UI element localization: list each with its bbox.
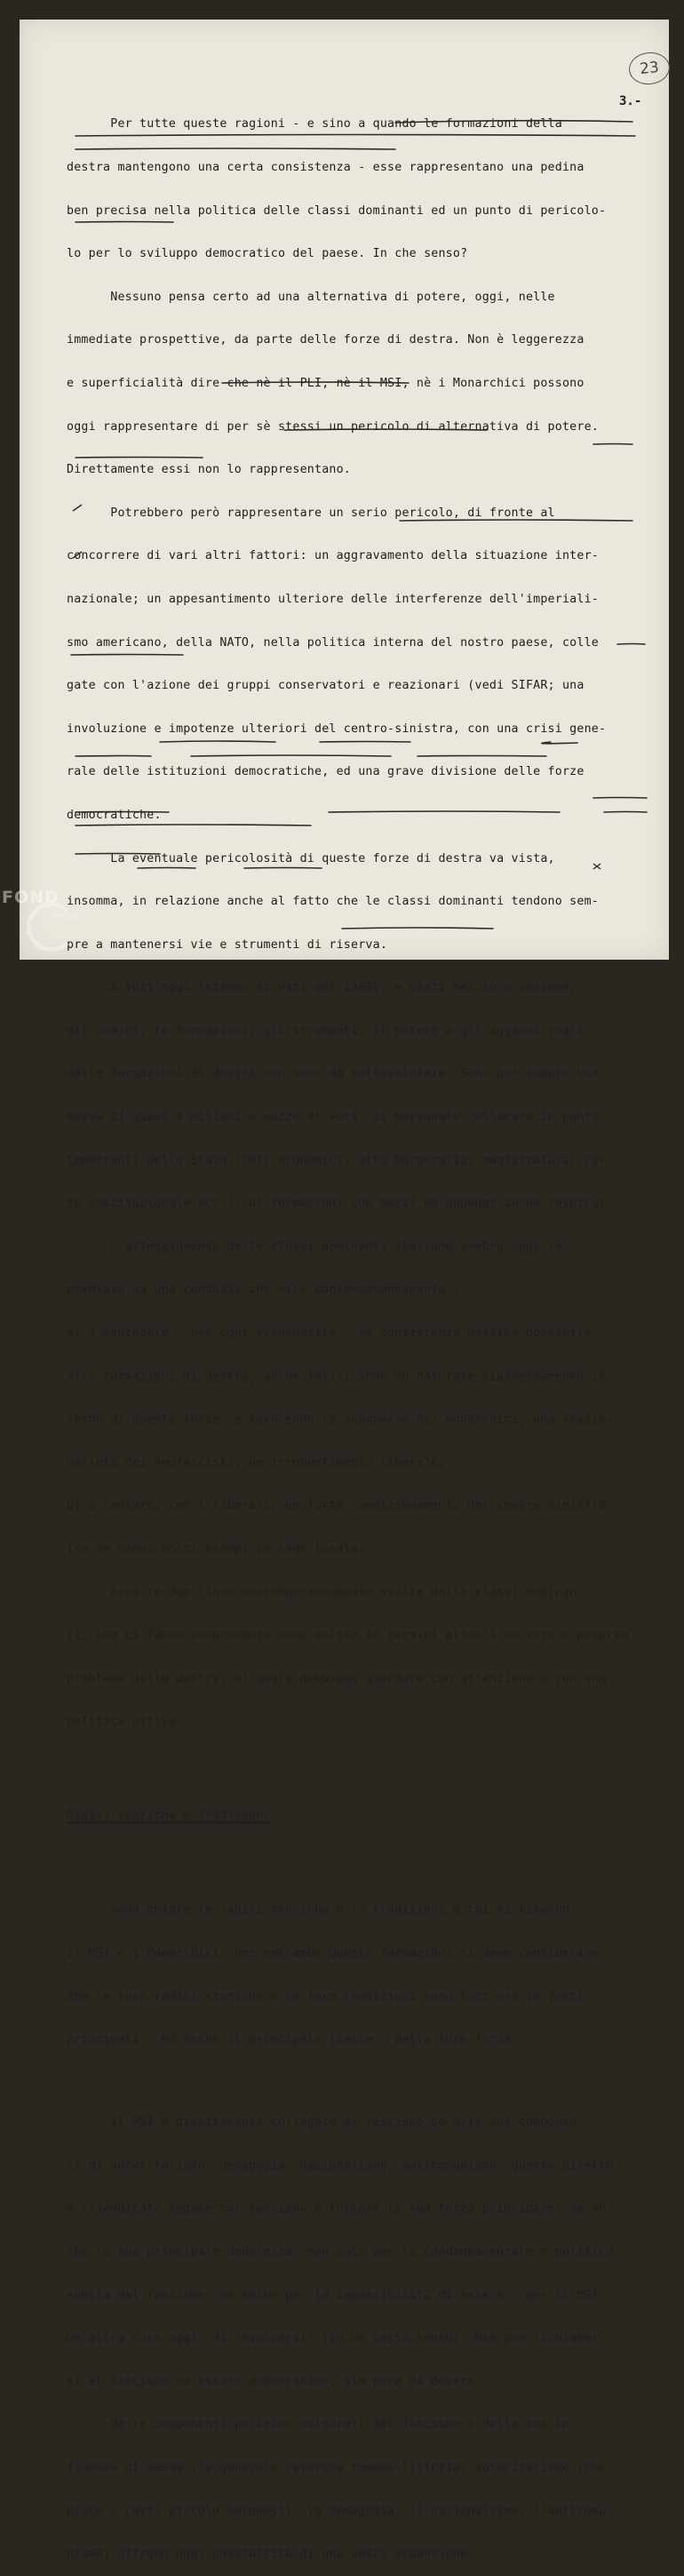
- text-line: pre a mantenersi vie e strumenti di riserva.: [67, 937, 388, 952]
- text-line: gli uomini, le formazioni, gli strumenti, il potere e gli agganci reali: [67, 1024, 585, 1038]
- text-line: Direttamente essi non lo rappresentano.: [67, 463, 352, 477]
- text-line: narietà dei neofascisti, un irrobustimento liberale;: [67, 1455, 446, 1470]
- text-line: che le loro radici storiche e le loro tradizioni sono tutt'ora le fonti: [67, 1990, 585, 2004]
- text-line: nismo) offrono oggi possibilità di una vasta espansione.: [67, 2548, 475, 2562]
- text-line: si al fascismo ed essere democratico, sia pure di destra.: [67, 2374, 482, 2389]
- text-line: smo americano, della NATO, nella politica interna del nostro paese, colle: [67, 635, 599, 650]
- text-line: principali - ed anche il principale limite - della loro forza.: [67, 2033, 519, 2047]
- text-line: (se ne hanno molti esempi in sede locale).: [67, 1543, 373, 1556]
- watermark-text: FOND: [2, 888, 60, 907]
- text-line: terno di queste forze, e favorendo la scomparsa dei monarchici, una stazio-: [67, 1413, 614, 1427]
- text-line: La eventuale pericolosità di queste forze di destra va vista,: [67, 851, 555, 865]
- text-line: ti di autoritarismo, demagogia, nazionalismo, anticomunismo. Questo diretto: [67, 2158, 614, 2173]
- text-line: un'altra cosa oggi; di "evolversi" (in un certo senso). Non può richiamar-: [67, 2332, 607, 2346]
- section-heading: Radici storiche e tradizioni: [67, 1809, 271, 1823]
- text-line: ti, che ci fanno comprendere come esiste in termini attuali un vero e proprio: [67, 1629, 628, 1643]
- text-line: Sono chiare le radici storiche e le tradizioni a cui si rifanno: [67, 1903, 570, 1918]
- text-line: destra mantengono una certa consistenza - esse rappresentano una pedina: [67, 161, 585, 174]
- text-line: politica attiva.: [67, 1715, 184, 1729]
- text-line: fluenza di massa (la generale retorica romano-littoria, autoritarismo (che: [67, 2460, 607, 2475]
- text-line: delle formazioni di destra non sono da sottovalutare. Sono pur sempre una: [67, 1067, 599, 1081]
- text-line: a) a mantenere - per ogni eventualità - la consistenza massima possibile: [67, 1327, 592, 1341]
- text-line: insomma, in relazione anche al fatto che le classi dominanti tendono sem-: [67, 895, 599, 909]
- text-line: A tutt'oggi (stando ai dati del 1963), e visti nel loro insieme,: [67, 981, 577, 995]
- document-body: [67, 89, 653, 2576]
- text-line: rale delle istituzioni democratiche, ed una grave divisione delle forze: [67, 765, 585, 779]
- text-line: Potrebbero però rappresentare un serio pericolo, di fronte al: [67, 506, 555, 520]
- text-line: oggi rappresentare di per sè stessi un pericolo di alternativa di potere.: [67, 419, 599, 434]
- text-line: problema della destra, al quale dobbiamo guardare con attenzione e con una: [67, 1671, 607, 1686]
- text-line: democratiche.: [67, 808, 162, 822]
- text-line: nazionale; un appesantimento ulteriore delle interferenze dell'imperiali-: [67, 592, 599, 606]
- text-line: concorrere di vari altri fattori: un aggravamento della situazione inter-: [67, 549, 599, 563]
- text-line: il MSI e i Monarchici. Per entrambe queste formazioni si deve considerare: [67, 1946, 599, 1960]
- text-line: e superficialità dire che nè il PLI, nè il MSI, nè i Monarchici possono: [67, 376, 585, 390]
- text-line: massa di quasi 4 milioni e mezzo di voti; di personale collocato in punti: [67, 1111, 599, 1125]
- text-line: immediate prospettive, da parte delle forze di destra. Non è leggerezza: [67, 333, 585, 347]
- text-line: L'atteggiamento delle classi dominanti italiane sembra oggi im-: [67, 1240, 570, 1254]
- archive-page-number: 23: [627, 51, 672, 87]
- text-line: lo per lo sviluppo democratico del paese. In che senso?: [67, 247, 468, 261]
- text-line: piace a certi piccolo-borghesi), la demagogia, il nazionalismo, l'anticomu-: [67, 2504, 614, 2518]
- text-line: b) a tentare, con i liberali, un forte condizionamento del centro-sinistra: [67, 1499, 607, 1513]
- text-line: Nè le componenti politico-culturali del fascismo e della sua in-: [67, 2418, 577, 2432]
- archive-watermark: [0, 884, 98, 960]
- text-line: e rivendicato legame col fascismo è tuttora la sua forza principale: ma an-: [67, 2202, 614, 2216]
- text-line: gate con l'azione dei gruppi conservatori e reazionari (vedi SIFAR; una: [67, 679, 585, 693]
- text-line: Ecco le due linee contemporaneamente svolte dalle classi dominan-: [67, 1585, 585, 1599]
- watermark-subtext: onlus: [52, 909, 78, 921]
- text-line: ben precisa nella politica delle classi dominanti ed un punto di pericolo-: [67, 203, 607, 218]
- text-line: involuzione e impotenze ulteriori del centro-sinistra, con una crisi gene-: [67, 722, 607, 736]
- text-line: subita dal fascismo, ma anche per la impossibilità di essere - per il MSI -: [67, 2288, 614, 2302]
- text-line: importanti dello Stato (ceti economici; alta burocrazia; magistratura; cor-: [67, 1153, 614, 1168]
- text-line: te costituzionale ecc.); di formazioni con mezzi ed appoggi anche cospicui.: [67, 1197, 614, 1211]
- text-line: prontato ad una condotta che mira contemporaneamente :: [67, 1283, 461, 1297]
- text-line: Il MSI è direttamente collegato al fascismo ed alle sue componen-: [67, 2116, 585, 2130]
- text-line: Per tutte queste ragioni - e sino a quando le formazioni della: [67, 117, 562, 132]
- text-line: Nessuno pensa certo ad una alternativa di potere, oggi, nelle: [67, 290, 555, 304]
- typed-page-number: 3.-: [619, 94, 642, 108]
- text-line: alle formazioni di destra, anche facilitando un naturale riassestamento in-: [67, 1369, 614, 1384]
- text-line: che la sua principale debolezza, non solo per la condanna morale e politica: [67, 2245, 614, 2259]
